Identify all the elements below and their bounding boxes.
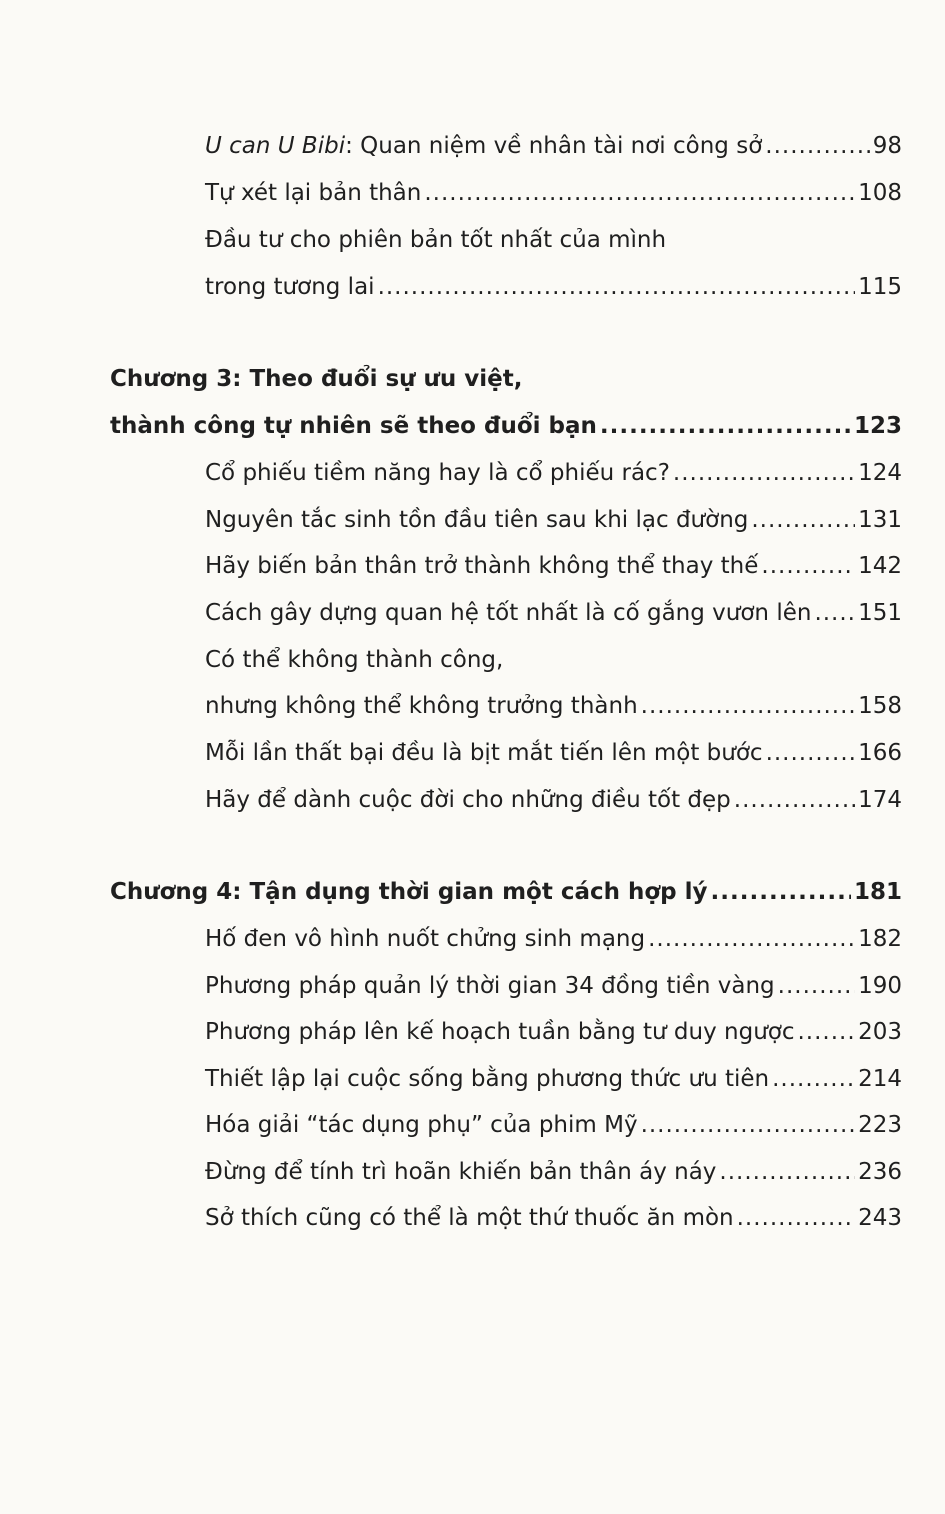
toc-entry-page: 115 [858,274,902,300]
toc-entry-page: 131 [858,507,902,533]
dot-leader [772,1064,855,1094]
chapter-page: 123 [853,413,902,439]
toc-entry [205,1203,902,1233]
toc-entry-title: Mỗi lần thất bại đều là bịt mắt tiến lên một bước [205,740,763,766]
dot-leader [711,877,851,907]
toc-entry [205,225,666,255]
dot-leader [737,1203,855,1233]
toc-entry [205,598,902,628]
dot-leader [798,1017,856,1047]
toc-entry-page: 108 [858,180,902,206]
dot-leader [765,131,869,161]
dot-leader [814,598,855,628]
toc-entry-title: Phương pháp lên kế hoạch tuần bằng tư duy ngược [205,1019,795,1045]
toc-entry-page: 158 [858,693,902,719]
toc-entry-title: Sở thích cũng có thể là một thứ thuốc ăn mòn [205,1205,734,1231]
toc-entry-page: 182 [858,926,902,952]
dot-leader [641,691,855,721]
toc-entry [205,1064,902,1094]
toc-entry-title: Hố đen vô hình nuốt chửng sinh mạng [205,926,646,952]
dot-leader [778,971,855,1001]
toc-entry-title: Tự xét lại bản thân [205,180,422,206]
toc-entry [205,1017,902,1047]
toc-entry-title: Đầu tư cho phiên bản tốt nhất của mình [205,227,667,253]
chapter-heading [110,364,523,394]
dot-leader [719,1157,855,1187]
toc-entry [205,178,902,208]
dot-leader [641,1110,856,1140]
dot-leader [734,785,855,815]
toc-entry-title: trong tương lai [205,274,375,300]
toc-entry [205,738,902,768]
toc-entry-title: Cổ phiếu tiềm năng hay là cổ phiếu rác? [205,460,670,486]
toc-entry-page: 151 [858,600,902,626]
chapter-page: 181 [853,879,902,905]
dot-leader [378,272,856,302]
toc-entry [205,131,902,161]
toc-entry-page: 142 [858,553,902,579]
dot-leader [751,505,855,535]
toc-entry [205,785,902,815]
toc-entry-title: Cách gây dựng quan hệ tốt nhất là cố gắng vươn lên [205,600,812,626]
toc-entry-page: 223 [858,1112,902,1138]
dot-leader [648,924,855,954]
toc-entry-page: 166 [858,740,902,766]
toc-entry-title: Hãy biến bản thân trở thành không thể thay thế [205,553,759,579]
toc-entry [205,691,902,721]
chapter-heading [110,411,902,441]
dot-leader [600,411,851,441]
dot-leader [761,551,855,581]
toc-entry-title: nhưng không thể không trưởng thành [205,693,638,719]
toc-entry-page: 190 [858,973,902,999]
toc-entry-page: 98 [872,133,902,159]
toc-entry-title: Có thể không thành công, [205,647,504,673]
toc-entry [205,1110,902,1140]
toc-entry-page: 243 [858,1205,902,1231]
toc-entry [205,971,902,1001]
toc-entry [205,551,902,581]
chapter-title: Chương 4: Tận dụng thời gian một cách hợp lý [110,879,708,905]
toc-entry-page: 203 [858,1019,902,1045]
toc-entry [205,645,503,675]
toc-entry-title: Hãy để dành cuộc đời cho những điều tốt đẹp [205,787,731,813]
dot-leader [673,458,855,488]
chapter-heading [110,877,902,907]
toc-entry [205,272,902,302]
chapter-title: thành công tự nhiên sẽ theo đuổi bạn [110,413,597,439]
toc-entry [205,458,902,488]
toc-entry-title: Phương pháp quản lý thời gian 34 đồng tiền vàng [205,973,775,999]
toc-entry-title: Thiết lập lại cuộc sống bằng phương thức ưu tiên [205,1066,770,1092]
toc-entry-page: 214 [858,1066,902,1092]
chapter-title: Chương 3: Theo đuổi sự ưu việt, [110,366,523,392]
dot-leader [766,738,856,768]
toc-entry-page: 124 [858,460,902,486]
toc-entry-title: U can U Bibi: Quan niệm về nhân tài nơi công sở [205,133,763,159]
toc-entry [205,924,902,954]
toc-entry-title: Nguyên tắc sinh tồn đầu tiên sau khi lạc đường [205,507,749,533]
toc-entry-page: 174 [858,787,902,813]
toc-entry-title-italic: U can U Bibi [205,133,346,159]
dot-leader [424,178,855,208]
toc-entry [205,505,902,535]
toc-entry-title: Hóa giải “tác dụng phụ” của phim Mỹ [205,1112,638,1138]
toc-entry [205,1157,902,1187]
toc-entry-page: 236 [858,1159,902,1185]
toc-entry-title: Đừng để tính trì hoãn khiến bản thân áy náy [205,1159,717,1185]
